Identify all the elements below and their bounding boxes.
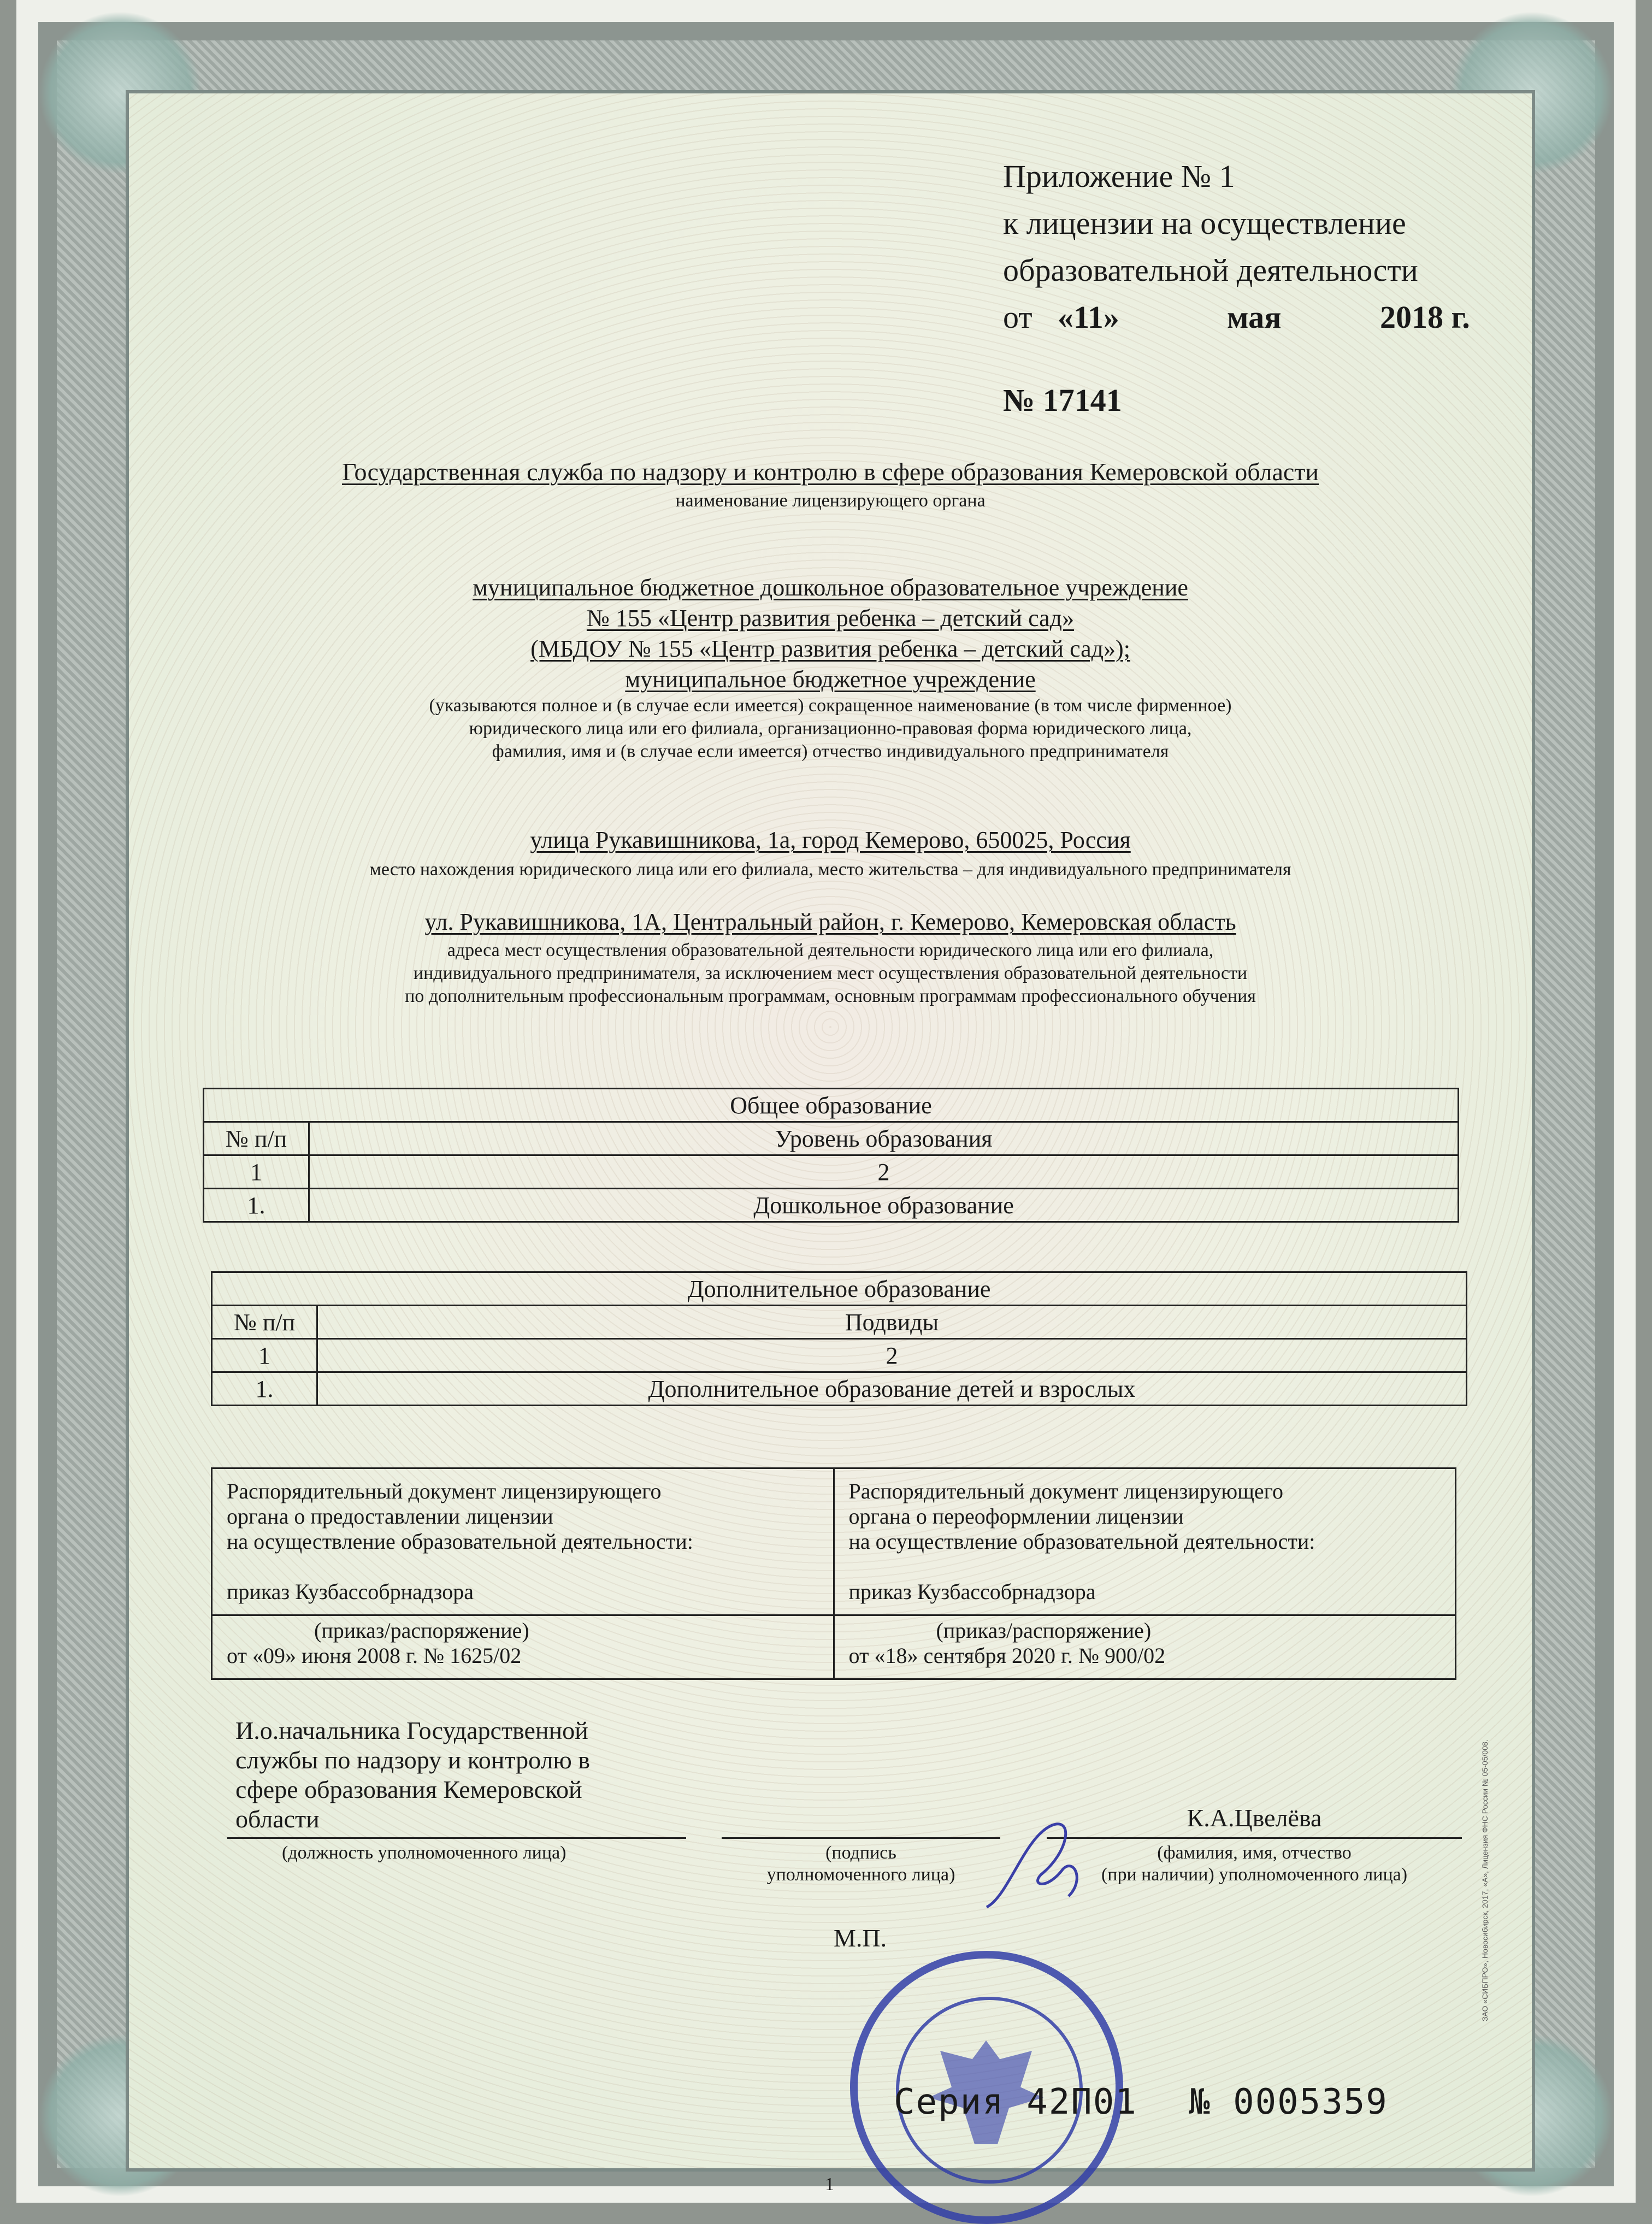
column-header: № п/п (204, 1122, 309, 1155)
reissue-order-date: от «18» сентября 2020 г. № 900/02 (848, 1643, 1166, 1668)
table-title: Дополнительное образование (212, 1272, 1467, 1306)
grant-order-caption: (приказ/распоряжение) (314, 1618, 529, 1643)
grant-order-cell (212, 1468, 834, 1615)
appendix-date-year: 2018 г. (1380, 299, 1470, 335)
position-line: сфере образования Кемеровской (235, 1775, 582, 1803)
table-row (204, 1189, 1459, 1222)
reissue-order-cell (834, 1468, 1456, 1615)
row-value: Дополнительное образование детей и взрослых (317, 1372, 1467, 1406)
signatory-name: К.А.Цвелёва (1187, 1804, 1322, 1832)
position-caption: (должность уполномоченного лица) (282, 1843, 567, 1863)
grant-order-date-cell (212, 1615, 834, 1679)
document-body (126, 90, 1535, 2172)
activity-address-caption3: по дополнительным профессиональным программам, основным программам профессионального обучения (405, 986, 1256, 1006)
licensee-line2: № 155 «Центр развития ребенка – детский сад» (586, 605, 1075, 632)
position-line: службы по надзору и контролю в (235, 1746, 591, 1774)
position-line: И.о.начальника Государственной (235, 1716, 588, 1744)
additional-education-table (211, 1271, 1467, 1406)
appendix-date-prefix: от (1003, 299, 1032, 335)
reissue-order-type: приказ Кузбассобрнадзора (848, 1579, 1096, 1604)
column-header: Подвиды (317, 1306, 1467, 1339)
column-index: 1 (212, 1339, 317, 1372)
licensee-line3: (МБДОУ № 155 «Центр развития ребенка – детский сад»); (530, 635, 1130, 662)
column-index: 2 (317, 1339, 1467, 1372)
licensee-caption3: фамилия, имя и (в случае если имеется) отчество индивидуального предпринимателя (492, 741, 1169, 762)
handwritten-signature (976, 1814, 1101, 1913)
signature-underline (722, 1837, 1000, 1839)
licensee-caption1: (указываются полное и (в случае если имеется) сокращенное наименование (в том числе фирменное) (429, 695, 1232, 716)
activity-address-caption1: адреса мест осуществления образовательной деятельности юридического лица или его филиала, (447, 940, 1214, 960)
general-education-table (203, 1088, 1459, 1223)
row-number: 1. (204, 1189, 309, 1222)
grant-order-line3: на осуществление образовательной деятельности: (227, 1529, 693, 1554)
page-number: 1 (825, 2174, 834, 2194)
seal-place-label: М.П. (834, 1924, 887, 1952)
license-appendix-page (16, 0, 1636, 2203)
activity-address-value: ул. Рукавишникова, 1А, Центральный район, г. Кемерово, Кемеровская область (424, 909, 1236, 935)
column-index: 2 (309, 1155, 1459, 1189)
signatory-position (235, 1716, 590, 1834)
grant-order-type: приказ Кузбассобрнадзора (227, 1579, 474, 1604)
name-caption2: (при наличии) уполномоченного лица) (1101, 1865, 1408, 1885)
reissue-order-caption: (приказ/распоряжение) (936, 1618, 1152, 1643)
signature-caption1: (подпись (825, 1843, 896, 1863)
appendix-title: Приложение № 1 (1003, 158, 1235, 194)
row-value: Дошкольное образование (309, 1189, 1459, 1222)
reissue-order-line1: Распорядительный документ лицензирующего (848, 1479, 1284, 1503)
authority-name: Государственная служба по надзору и контролю в сфере образования Кемеровской области (341, 458, 1319, 486)
position-underline (227, 1837, 686, 1839)
table-row (212, 1372, 1467, 1406)
appendix-line1: к лицензии на осуществление (1003, 205, 1406, 241)
appendix-number: № 17141 (1003, 382, 1122, 418)
position-line: области (235, 1805, 320, 1833)
licensee-line1: муниципальное бюджетное дошкольное образовательное учреждение (473, 574, 1188, 601)
authority-caption: наименование лицензирующего органа (675, 491, 986, 511)
orders-table (211, 1467, 1456, 1680)
row-number: 1. (212, 1372, 317, 1406)
column-header: Уровень образования (309, 1122, 1459, 1155)
reissue-order-date-cell (834, 1615, 1456, 1679)
printer-imprint: ЗАО «СИБПРО», Новосибирск, 2017, «А», Лицензия ФНС России № 05-05/008. (1480, 1739, 1489, 2021)
form-series: Серия 42П01 (894, 2082, 1137, 2122)
licensee-caption2: юридического лица или его филиала, организационно-правовая форма юридического лица, (469, 718, 1192, 739)
grant-order-line1: Распорядительный документ лицензирующего (227, 1479, 662, 1503)
column-header: № п/п (212, 1306, 317, 1339)
reissue-order-line2: органа о переоформлении лицензии (848, 1504, 1184, 1529)
signature-caption2: уполномоченного лица) (766, 1865, 955, 1885)
grant-order-date: от «09» июня 2008 г. № 1625/02 (227, 1643, 522, 1668)
activity-address-caption2: индивидуального предпринимателя, за исключением мест осуществления образовательной деятельности (413, 963, 1248, 983)
name-caption1: (фамилия, имя, отчество (1157, 1843, 1352, 1863)
table-title: Общее образование (204, 1089, 1459, 1122)
grant-order-line2: органа о предоставлении лицензии (227, 1504, 553, 1529)
appendix-line2: образовательной деятельности (1003, 252, 1418, 288)
reissue-order-line3: на осуществление образовательной деятельности: (848, 1529, 1315, 1554)
appendix-date-month: мая (1227, 299, 1282, 335)
column-index: 1 (204, 1155, 309, 1189)
location-value: улица Рукавишникова, 1а, город Кемерово, 650025, Россия (530, 827, 1131, 853)
location-caption: место нахождения юридического лица или его филиала, место жительства – для индивидуального предпринимателя (369, 859, 1291, 880)
form-number: № 0005359 (1189, 2082, 1388, 2122)
name-underline (1047, 1837, 1462, 1839)
licensee-line4: муниципальное бюджетное учреждение (625, 666, 1036, 693)
appendix-date-day: «11» (1058, 299, 1119, 335)
